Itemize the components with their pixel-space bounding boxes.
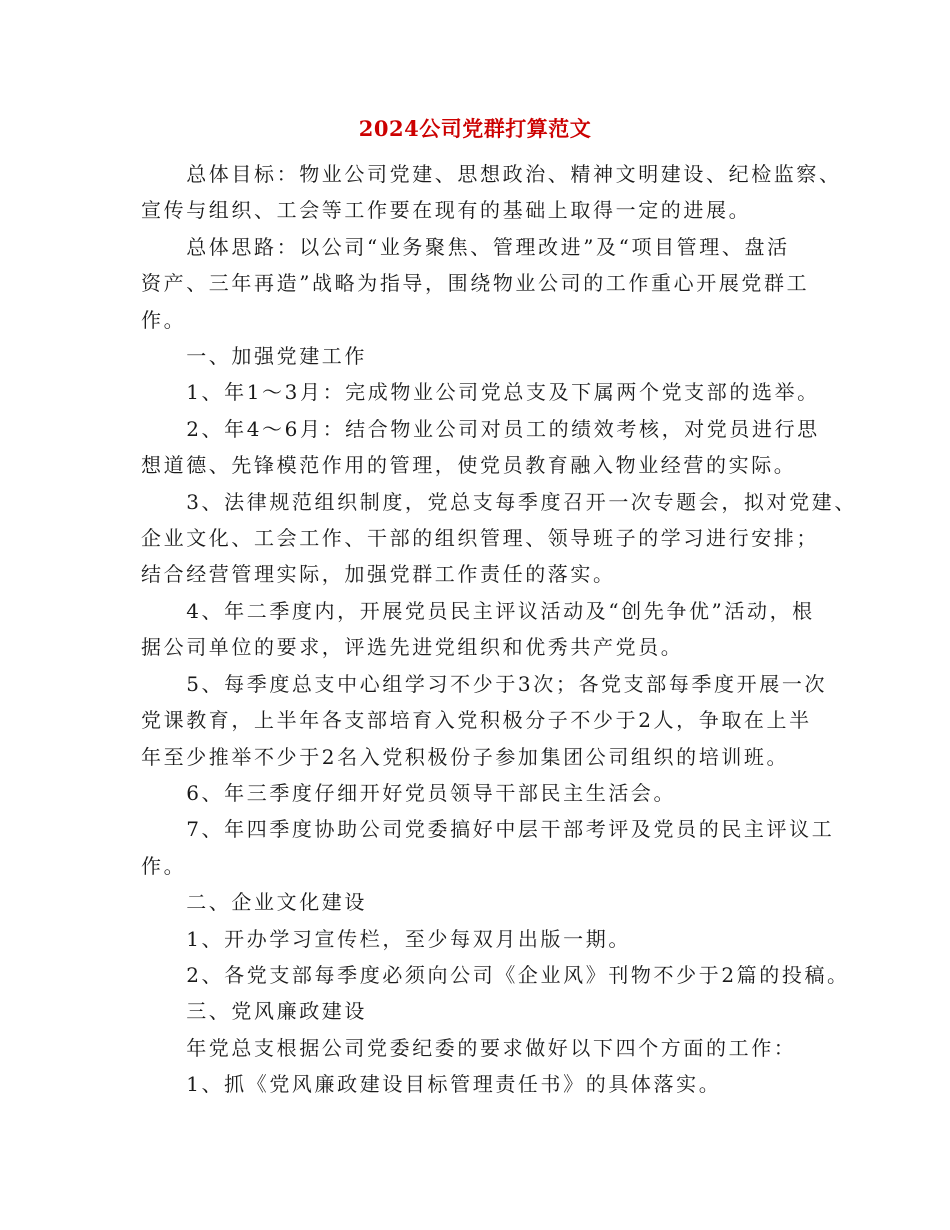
document-body: [141, 156, 857, 1103]
body-line: 年党总支根据公司党委纪委的要求做好以下四个方面的工作：: [141, 1035, 797, 1060]
body-line: 企业文化、工会工作、干部的组织管理、领导班子的学习进行安排；: [141, 526, 819, 551]
body-line: 5、每季度总支中心组学习不少于3次；各党支部每季度开展一次: [141, 671, 828, 696]
body-line: 宣传与组织、工会等工作要在现有的基础上取得一定的进展。: [141, 198, 752, 223]
body-line: 1、年1～3月：完成物业公司党总支及下属两个党支部的选举。: [141, 380, 820, 405]
body-line: 2、各党支部每季度必须向公司《企业风》刊物不少于2篇的投稿。: [141, 962, 850, 987]
body-line: 2、年4～6月：结合物业公司对员工的绩效考核，对党员进行思: [141, 416, 820, 441]
body-line: 一、加强党建工作: [141, 344, 367, 369]
body-line: 1、抓《党风廉政建设目标管理责任书》的具体落实。: [141, 1072, 722, 1097]
body-line: 作。: [141, 853, 187, 878]
body-line: 年至少推举不少于2名入党积极份子参加集团公司组织的培训班。: [141, 744, 790, 769]
body-line: 1、开办学习宣传栏，至少每双月出版一期。: [141, 926, 631, 951]
body-line: 总体思路：以公司“业务聚焦、管理改进”及“项目管理、盘活: [141, 234, 790, 259]
body-line: 党课教育，上半年各支部培育入党积极分子不少于2人，争取在上半: [141, 708, 812, 733]
body-line: 总体目标：物业公司党建、思想政治、精神文明建设、纪检监察、: [141, 162, 842, 186]
body-line: 三、党风廉政建设: [141, 999, 367, 1024]
body-line: 3、法律规范组织制度，党总支每季度召开一次专题会，拟对党建、: [141, 489, 857, 514]
body-line: 4、年二季度内，开展党员民主评议活动及“创先争优”活动，根: [141, 598, 815, 623]
body-line: 7、年四季度协助公司党委搞好中层干部考评及党员的民主评议工: [141, 817, 835, 842]
body-line: 作。: [141, 307, 187, 332]
body-line: 结合经营管理实际，加强党群工作责任的落实。: [141, 562, 616, 587]
document-title: 2024公司党群打算范文: [358, 116, 592, 141]
body-line: 二、企业文化建设: [141, 890, 367, 915]
body-line: 想道德、先锋模范作用的管理，使党员教育融入物业经营的实际。: [141, 453, 797, 478]
body-line: 据公司单位的要求，评选先进党组织和优秀共产党员。: [141, 635, 684, 660]
body-line: 资产、三年再造”战略为指导，围绕物业公司的工作重心开展党群工: [141, 271, 810, 296]
body-line: 6、年三季度仔细开好党员领导干部民主生活会。: [141, 780, 677, 805]
